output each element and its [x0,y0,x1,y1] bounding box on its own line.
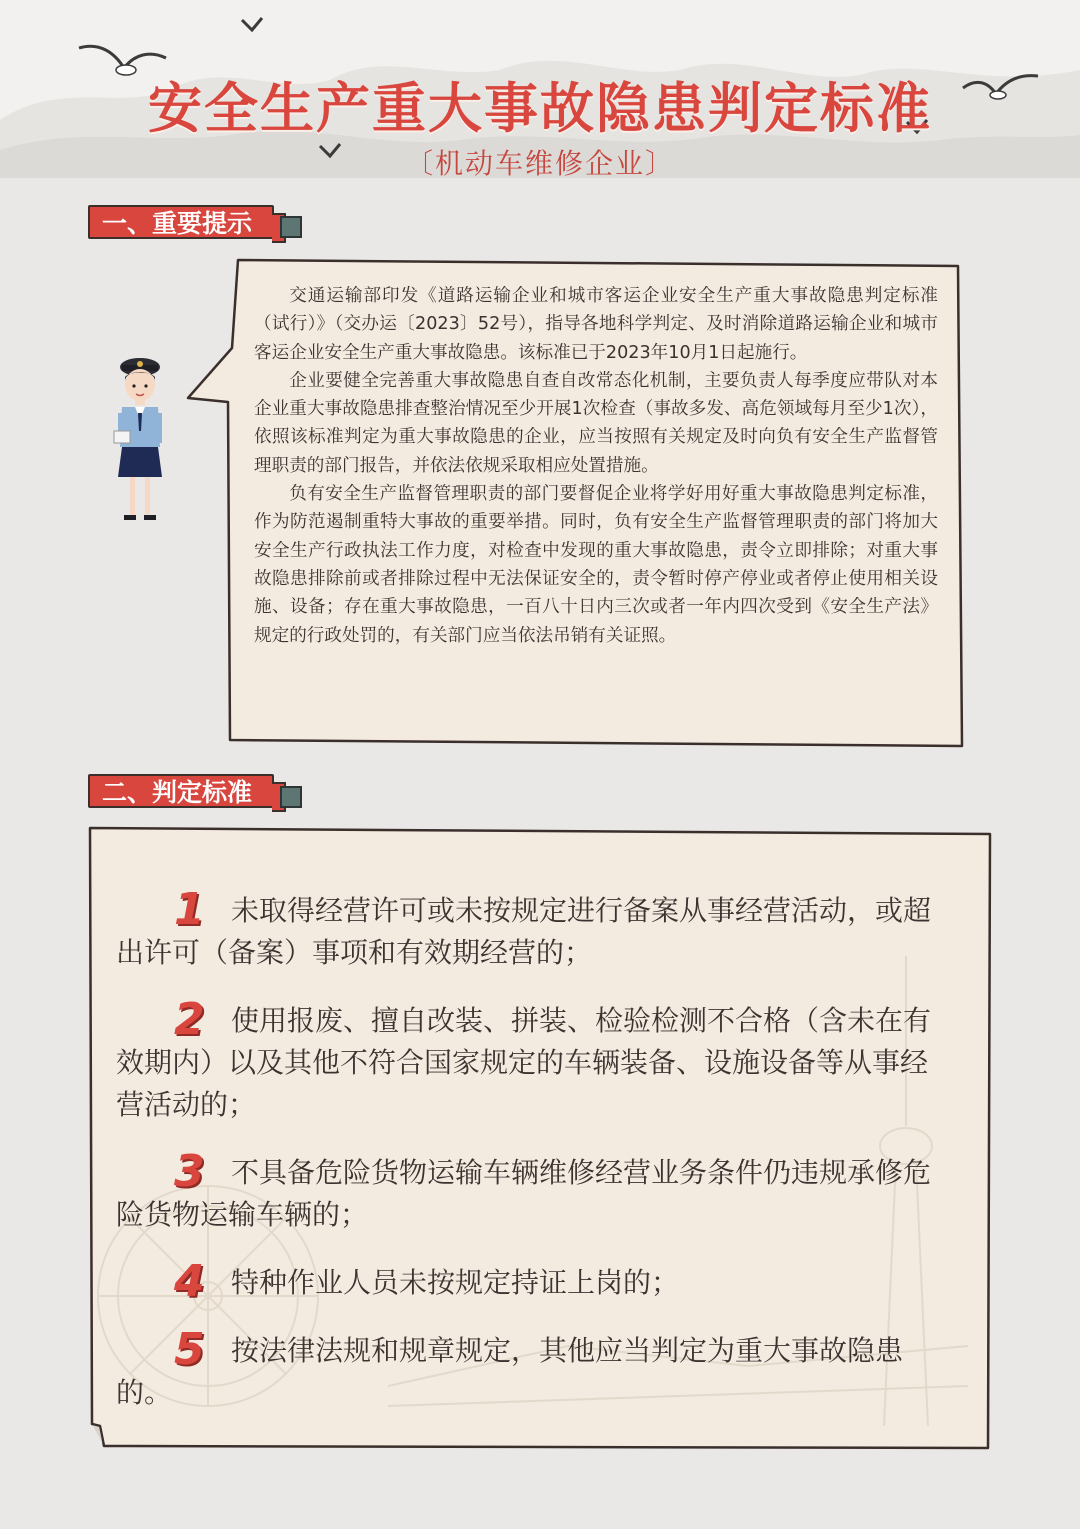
list-item [116,994,936,1126]
tips-paragraph: 负有安全生产监督管理职责的部门要督促企业将学好用好重大事故隐患判定标准，作为防范遏制重特大事故的重要举措。同时，负有安全生产监督管理职责的部门将加大安全生产行政执法工作力度，对检查中发现的重大事故隐患，责令立即排除；对重大事故隐患排除前或者排除过程中无法保证安全的，责令暂时停产停业或者停止使用相关设施、设备；存在重大事故隐患，一百八十日内三次或者一年内四次受到《安全生产法》规定的行政处罚的，有关部门应当依法吊销有关证照。 [254,484,938,646]
item-number: 2 [174,994,205,1045]
list-item [116,884,936,974]
list-item [116,1146,936,1236]
header-banner [0,0,1080,178]
label-square-icon [280,216,302,238]
label-square-icon [280,786,302,808]
list-item [116,1256,936,1307]
item-text: 特种作业人员未按规定持证上岗的； [231,1266,680,1299]
item-number: 3 [174,1146,205,1197]
officer-figure [100,355,180,530]
item-text: 未取得经营许可或未按规定进行备案从事经营活动，或超出许可（备案）事项和有效期经营的； [116,894,932,969]
tips-text [254,282,938,650]
list-item [116,1324,936,1414]
section-label-tips [88,205,274,239]
page-title: 安全生产重大事故隐患判定标准 [148,77,932,140]
item-text: 使用报废、擅自改装、拼装、检验检测不合格（含未在有效期内）以及其他不符合国家规定的车辆装备、设施设备等从事经营活动的； [116,1004,932,1121]
item-number: 5 [174,1324,205,1375]
page-subtitle: 〔机动车维修企业〕 [404,147,675,178]
bird-icon [240,16,264,34]
standards-list [116,884,936,1440]
item-number: 4 [174,1256,205,1307]
item-text: 按法律法规和规章规定，其他应当判定为重大事故隐患的。 [116,1334,904,1409]
tips-paragraph: 企业要健全完善重大事故隐患自查自改常态化机制，主要负责人每季度应带队对本企业重大事故隐患排查整治情况至少开展1次检查（事故多发、高危领域每月至少1次），依照该标准判定为重大事故隐患的企业，应当按照有关规定及时向负有安全生产监督管理职责的部门报告，并依法依规采取相应处置措施。 [254,370,938,476]
section-label-text: 一、重要提示 [102,209,253,238]
item-number: 1 [174,884,205,935]
section-label-text: 二、判定标准 [102,778,253,807]
item-text: 不具备危险货物运输车辆维修经营业务条件仍违规承修危险货物运输车辆的； [116,1156,932,1231]
section-label-standards [88,774,274,808]
tips-paragraph: 交通运输部印发《道路运输企业和城市客运企业安全生产重大事故隐患判定标准（试行）》（交办运〔2023〕52号），指导各地科学判定、及时消除道路运输企业和城市客运企业安全生产重大事故隐患。该标准已于2023年10月1日起施行。 [254,286,938,363]
